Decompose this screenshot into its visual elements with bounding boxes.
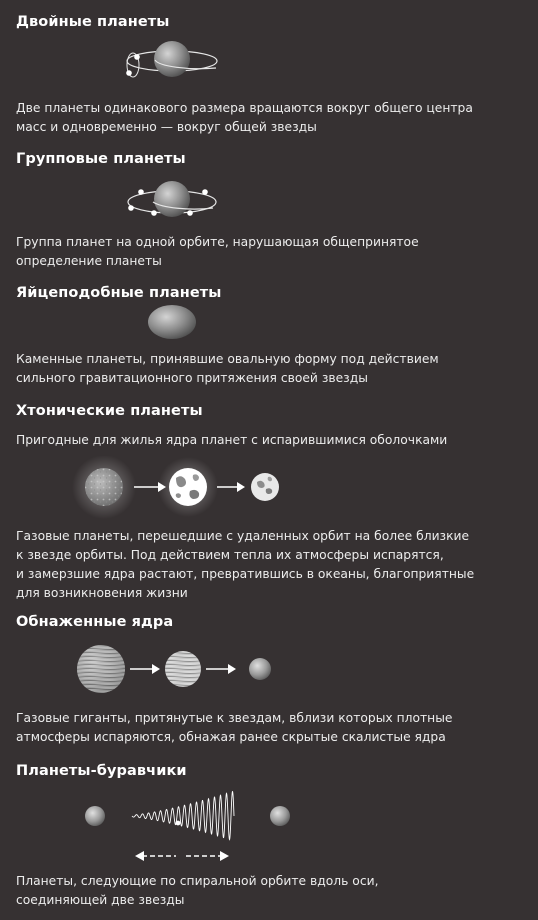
- section-title-egg-planets: Яйцеподобные планеты: [16, 285, 222, 301]
- section-title-drill-planets: Планеты-буравчики: [16, 763, 187, 779]
- intro-line: Пригодные для жилья ядра планет с испарившимися оболочками: [16, 433, 448, 447]
- section-description-double-planets: [16, 99, 526, 137]
- description-line: Каменные планеты, принявшие овальную форму под действием: [16, 352, 439, 366]
- description-line: Газовые планеты, перешедшие с удаленных орбит на более близкие: [16, 529, 470, 543]
- section-title-naked-cores: Обнаженные ядра: [16, 614, 174, 630]
- description-line: и замерзшие ядра растают, превратившись в океаны, благоприятные: [16, 567, 475, 581]
- description-line: к звезде орбиты. Под действием тепла их атмосферы испарятся,: [16, 548, 444, 562]
- section-description-drill-planets: [16, 872, 526, 910]
- spiral-orbit-path: [132, 792, 234, 840]
- drill-planet-spiral-icon: [0, 786, 538, 868]
- section-description-group-planets: [16, 233, 526, 271]
- description-line: Две планеты одинакового размера вращаются вокруг общего центра: [16, 101, 473, 115]
- section-description-naked-cores: [16, 709, 526, 747]
- section-description-egg-planets: [16, 350, 526, 388]
- section-title-chthonic-planets: Хтонические планеты: [16, 403, 203, 419]
- binary-planet-orbit-icon: [0, 36, 538, 90]
- group-planets-orbit-icon: [0, 174, 538, 224]
- egg-shaped-planet-icon: [0, 302, 538, 344]
- description-line: сильного гравитационного притяжения своей звезды: [16, 371, 368, 385]
- section-intro-chthonic-planets: [16, 431, 526, 450]
- description-line: Газовые гиганты, притянутые к звездам, вблизи которых плотные: [16, 711, 453, 725]
- naked-core-stages-icon: [0, 640, 538, 698]
- description-line: соединяющей две звезды: [16, 893, 185, 907]
- description-line: Группа планет на одной орбите, нарушающая общепринятое: [16, 235, 419, 249]
- section-description-chthonic-planets: [16, 527, 526, 603]
- description-line: определение планеты: [16, 254, 162, 268]
- description-line: атмосферы испаряются, обнажая ранее скрытые скалистые ядра: [16, 730, 446, 744]
- description-line: Планеты, следующие по спиральной орбите вдоль оси,: [16, 874, 379, 888]
- chthonic-planet-stages-icon: [0, 456, 538, 520]
- description-line: масс и одновременно — вокруг общей звезды: [16, 120, 317, 134]
- section-title-group-planets: Групповые планеты: [16, 151, 186, 167]
- description-line: для возникновения жизни: [16, 586, 188, 600]
- section-title-double-planets: Двойные планеты: [16, 14, 170, 30]
